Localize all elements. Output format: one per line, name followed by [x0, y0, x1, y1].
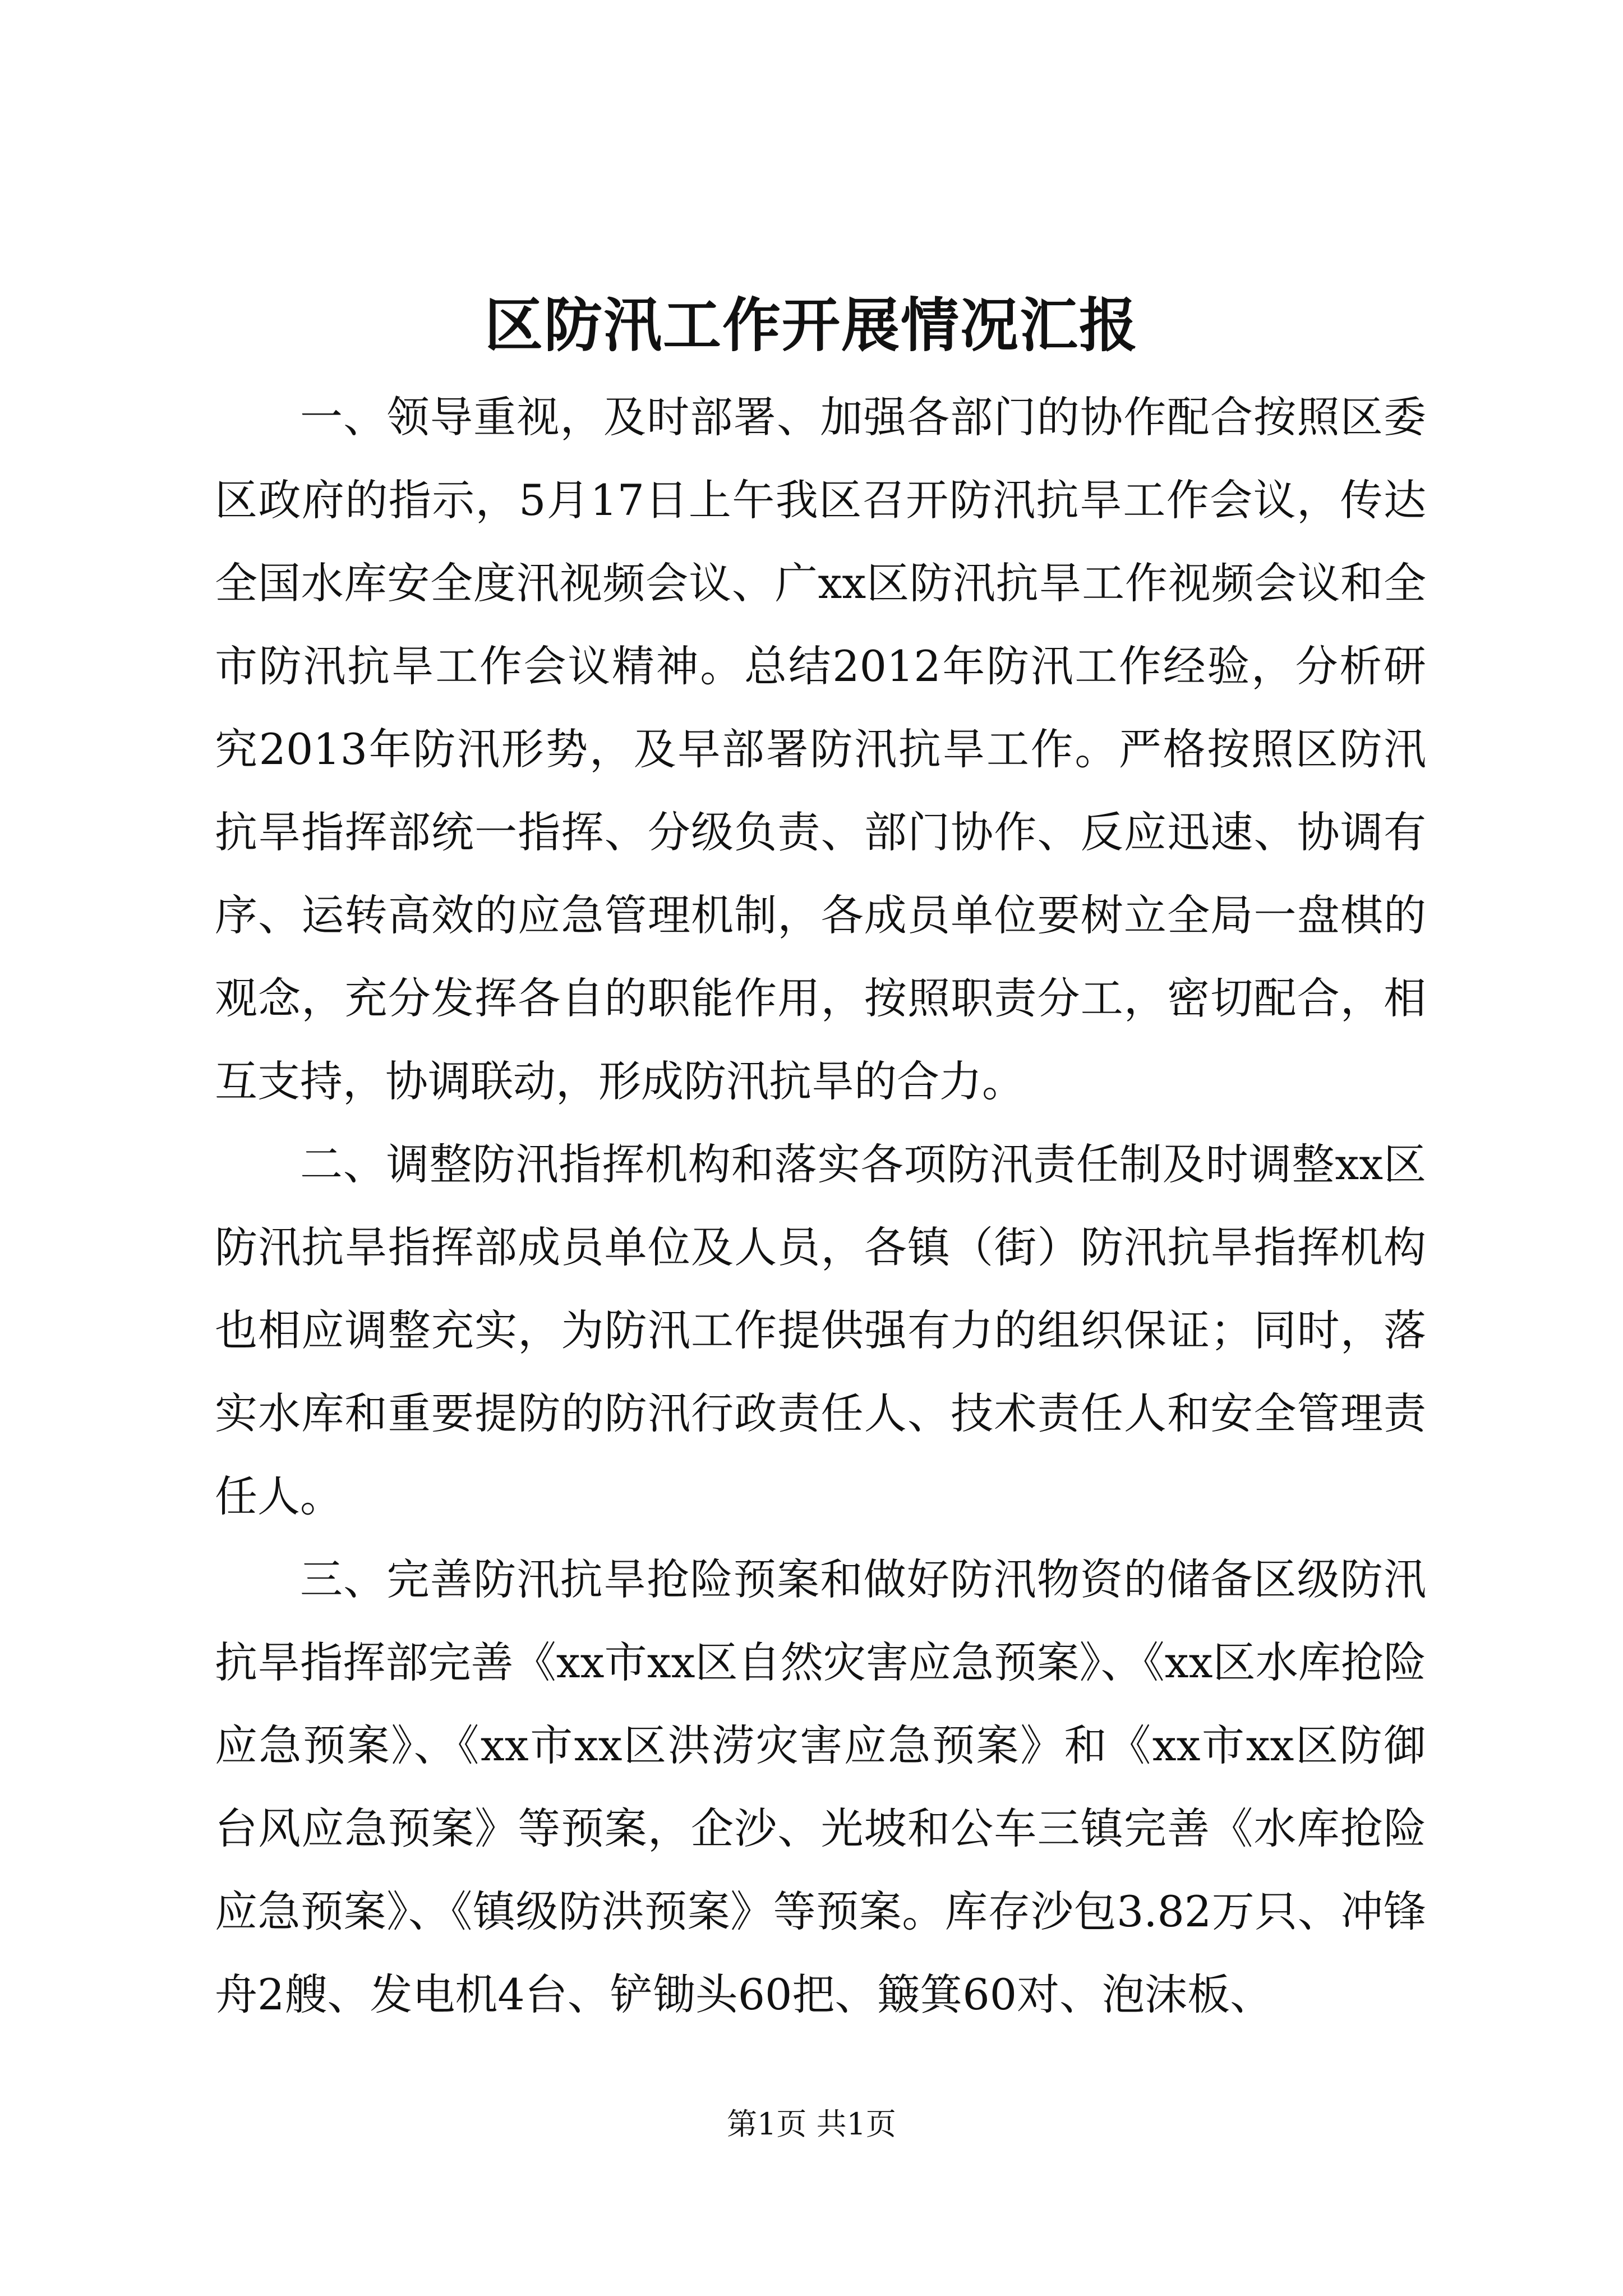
paragraph-3: 三、完善防汛抗旱抢险预案和做好防汛物资的储备区级防汛抗旱指挥部完善《xx市xx区自然灾害应急预案》、《xx区水库抢险应急预案》、《xx市xx区洪涝灾害应急预案》和《xx市xx区防御台风应急预案》等预案，企沙、光坡和公车三镇完善《水库抢险应急预案》、《镇级防洪预案》等预案。库存沙包3.82万只、冲锋舟2艘、发电机4台、铲锄头60把、簸箕60对、泡沫板、 — [215, 1554, 1426, 2019]
paragraph-1: 一、领导重视，及时部署、加强各部门的协作配合按照区委区政府的指示，5月17日上午我区召开防汛抗旱工作会议，传达全国水库安全度汛视频会议、广xx区防汛抗旱工作视频会议和全市防汛抗旱工作会议精神。总结2012年防汛工作经验，分析研究2013年防汛形势，及早部署防汛抗旱工作。严格按照区防汛抗旱指挥部统一指挥、分级负责、部门协作、反应迅速、协调有序、运转高效的应急管理机制，各成员单位要树立全局一盘棋的观念，充分发挥各自的职能作用，按照职责分工，密切配合，相互支持，协调联动，形成防汛抗旱的合力。 — [215, 392, 1426, 1106]
page-footer: 第1页 共1页 — [727, 2106, 896, 2142]
document-body — [215, 376, 1426, 2036]
document-title: 区防汛工作开展情况汇报 — [484, 291, 1138, 360]
paragraph-2: 二、调整防汛指挥机构和落实各项防汛责任制及时调整xx区防汛抗旱指挥部成员单位及人员，各镇（街）防汛抗旱指挥机构也相应调整充实，为防汛工作提供强有力的组织保证；同时，落实水库和重要提防的防汛行政责任人、技术责任人和安全管理责任人。 — [215, 1139, 1426, 1521]
